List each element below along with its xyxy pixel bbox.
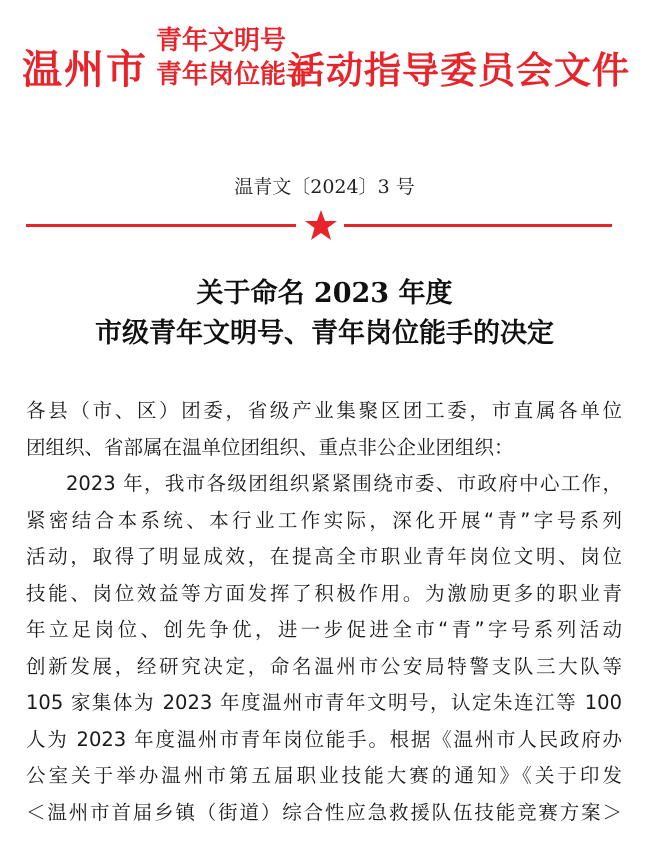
divider-line-left <box>26 224 296 227</box>
body-line: 人为 2023 年度温州市青年岗位能手。根据《温州市人民政府办 <box>26 727 622 751</box>
body-line: 活动，取得了明显成效，在提高全市职业青年岗位文明、岗位 <box>26 545 622 568</box>
header-suffix: 活动指导委员会文件 <box>288 49 630 92</box>
header-org-stack <box>156 24 313 92</box>
star-icon <box>304 208 338 242</box>
body-line: 公室关于举办温州市第五届职业技能大赛的通知》《关于印发 <box>26 764 622 787</box>
document-title <box>0 274 649 354</box>
body-line: ＜温州市首届乡镇（街道）综合性应急救援队伍技能竞赛方案＞ <box>26 800 622 824</box>
body-line: 各县（市、区）团委，省级产业集聚区团工委，市直属各单位 <box>26 399 622 422</box>
title-line-2: 市级青年文明号、青年岗位能手的决定 <box>95 318 554 349</box>
body-line: 团组织、省部属在温单位团组织、重点非公企业团组织： <box>26 435 514 459</box>
document-header <box>0 18 649 110</box>
header-city: 温州市 <box>22 47 148 93</box>
body-line: 技能、岗位效益等方面发挥了积极作用。为激励更多的职业青 <box>26 581 622 605</box>
document-body <box>26 393 622 831</box>
divider-line-right <box>344 224 612 227</box>
title-line-1: 关于命名 2023 年度 <box>196 278 453 309</box>
document-number: 温青文〔2024〕3 号 <box>234 176 415 198</box>
header-org-line-2: 青年岗位能手 <box>156 60 313 90</box>
body-line: 年立足岗位、创先争优，进一步促进全市“青”字号系列活动 <box>26 618 622 641</box>
body-line: 2023 年，我市各级团组织紧紧围绕市委、市政府中心工作， <box>66 472 622 495</box>
body-line: 创新发展，经研究决定，命名温州市公安局特警支队三大队等 <box>26 654 622 678</box>
body-line: 紧密结合本系统、本行业工作实际，深化开展“青”字号系列 <box>26 508 622 532</box>
header-org-line-1: 青年文明号 <box>156 26 287 56</box>
body-line: 105 家集体为 2023 年度温州市青年文明号，认定朱连江等 100 <box>26 691 622 714</box>
